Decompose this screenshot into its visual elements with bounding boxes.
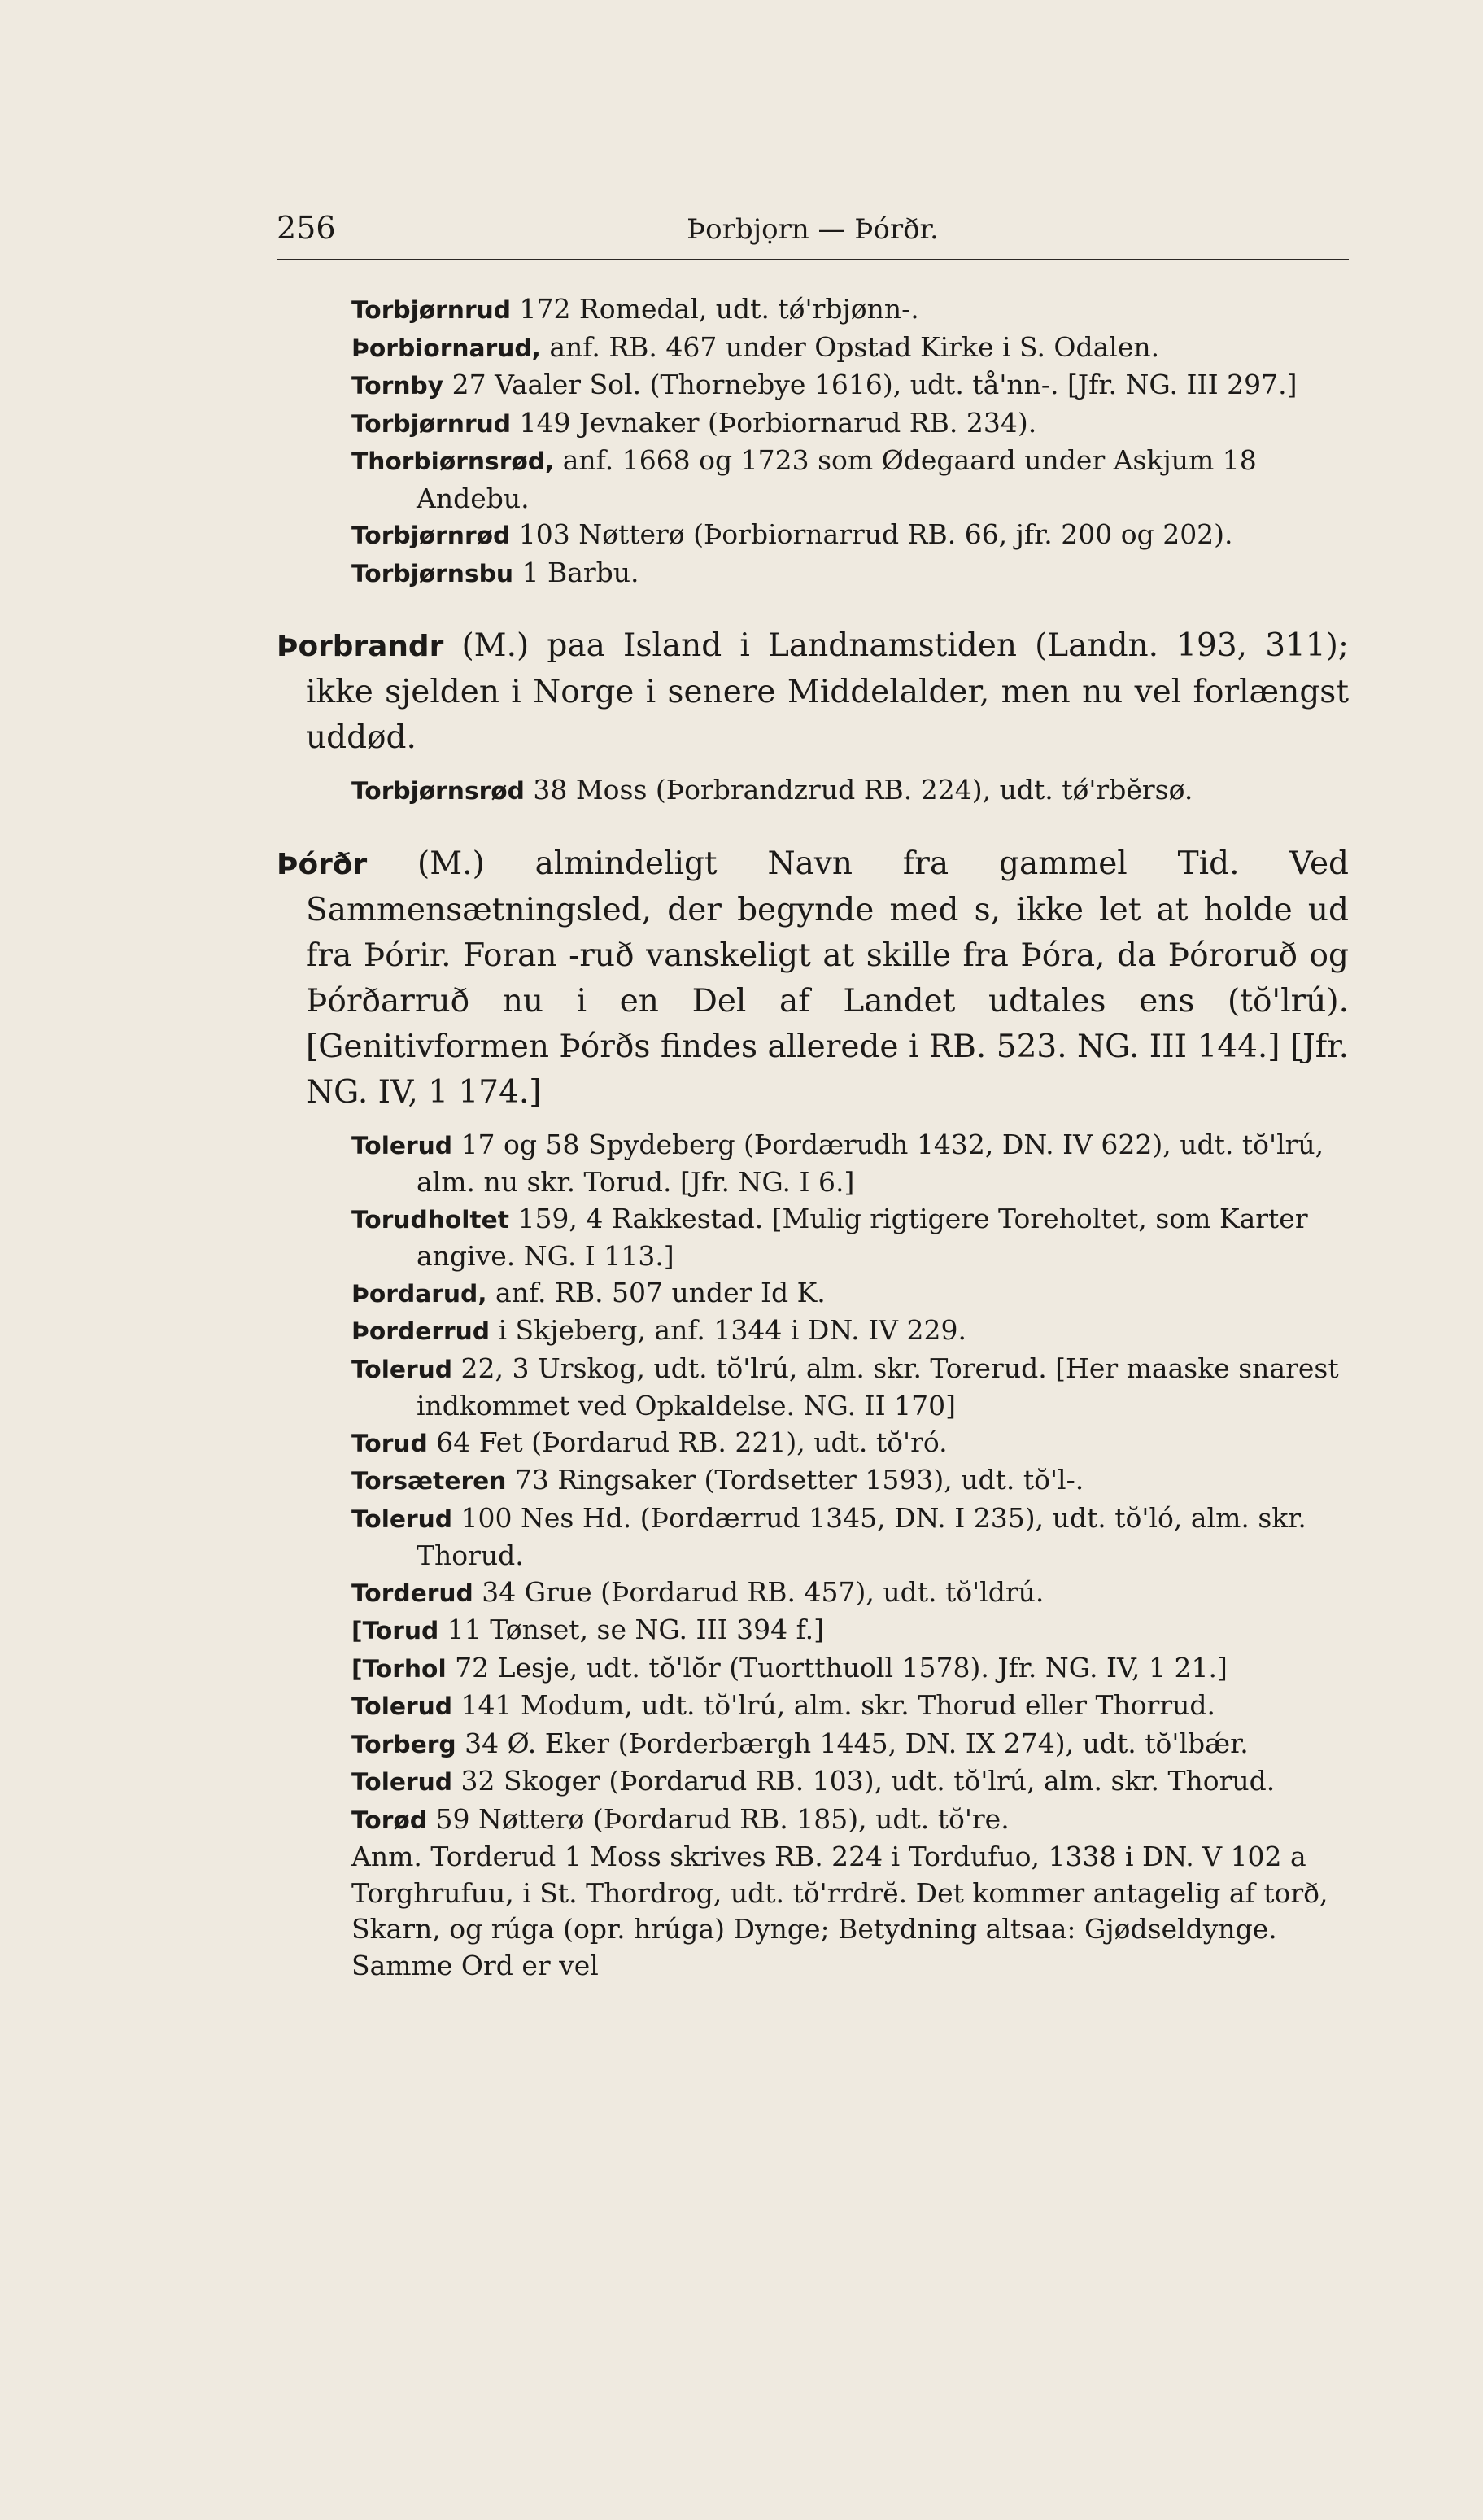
headword-text: (M.) paa Island i Landnamstiden (Landn. 193, 311); ikke sjelden i Norge i senere Middelalder, men nu vel forlængst uddød.: [306, 627, 1359, 756]
annotation-note: Anm. Torderud 1 Moss skrives RB. 224 i Tordufuo, 1338 i DN. V 102 a Torghrufuu, i St. Thordrog, udt. tŏ'rrdrĕ. Det kommer antagelig af torð, Skarn, og rúga (opr. hrúga) Dynge; Betydning altsaa: Gjødseldynge. Samme Ord er vel: [351, 1841, 1328, 1981]
entry-name: Torsæteren: [351, 1467, 507, 1496]
page-number: 256: [277, 210, 336, 246]
entry-name: Torbjørnrud: [351, 409, 511, 439]
entry-name: Tolerud: [351, 1768, 453, 1797]
page-header: [277, 210, 1349, 260]
entry-text: 141 Modum, udt. tŏ'lrú, alm. skr. Thorud eller Thorrud.: [452, 1689, 1216, 1721]
headword-thorbrandr: [277, 623, 1359, 761]
entry-name: [Torud: [351, 1617, 439, 1645]
entry: [351, 1462, 1349, 1500]
entry-text: 72 Lesje, udt. tŏ'lŏr (Tuortthuoll 1578). Jfr. NG. IV, 1 21.]: [446, 1651, 1228, 1684]
running-title: Þorbjọrn — Þórðr.: [687, 213, 939, 246]
entry-text: 159, 4 Rakkestad. [Mulig rigtigere Toreholtet, som Karter angive. NG. I 113.]: [417, 1202, 1317, 1272]
headword-thordr: [277, 841, 1359, 1116]
entry-name: Torberg: [351, 1730, 456, 1759]
entry: [351, 1688, 1349, 1726]
entry-text: anf. RB. 507 under Id K.: [486, 1276, 826, 1308]
entry-name: Tolerud: [351, 1692, 453, 1721]
entry-text: 27 Vaaler Sol. (Thornebye 1616), udt. tå'nn-. [Jfr. NG. III 297.]: [443, 369, 1298, 400]
entry: [351, 1351, 1349, 1425]
entry-text: 32 Skoger (Þordarud RB. 103), udt. tŏ'lrú, alm. skr. Thorud.: [452, 1765, 1276, 1797]
entry: [351, 1201, 1349, 1275]
entry: [351, 1612, 1349, 1650]
entry-text: 73 Ringsaker (Tordsetter 1593), udt. tŏ'l-.: [506, 1464, 1084, 1496]
entries-thordr: [277, 1127, 1349, 1985]
entry: [351, 1312, 1349, 1351]
entry-name: Tolerud: [351, 1131, 453, 1160]
headword-text: (M.) almindeligt Navn fra gammel Tid. Ved Sammensætningsled, der begynde med s, ikke let at holde ud fra Þórir. Foran -ruð vanskeligt at skille fra Þóra, da Þóroruð og Þórðarruð nu i en Del af Landet udtales ens (tŏ'lrú). [Genitivformen Þórðs findes allerede i RB. 523. NG. III 144.] [Jfr. NG. IV, 1 174.]: [306, 845, 1359, 1111]
entry-text: 34 Grue (Þordarud RB. 457), udt. tŏ'ldrú.: [473, 1575, 1045, 1608]
entry: [351, 1574, 1349, 1613]
entries-torbjorn: [277, 291, 1349, 592]
entry-text: 34 Ø. Eker (Þorderbærgh 1445, DN. IX 274), udt. tŏ'lbǽr.: [456, 1727, 1249, 1759]
entry-name: Tolerud: [351, 1355, 453, 1384]
entry: [351, 1650, 1349, 1688]
headword: Þorbrandr: [277, 630, 444, 663]
entry-name: Torød: [351, 1806, 427, 1835]
entry-text: i Skjeberg, anf. 1344 i DN. IV 229.: [490, 1314, 966, 1346]
entry: [351, 1763, 1349, 1802]
entry: [351, 1500, 1349, 1574]
entry-text: 149 Jevnaker (Þorbiornarud RB. 234).: [510, 406, 1037, 439]
entry-text: 103 Nøtterø (Þorbiornarrud RB. 66, jfr. 200 og 202).: [510, 518, 1233, 550]
entry-name: Þorbiornarud,: [351, 334, 541, 363]
entry: [351, 367, 1349, 405]
entry-name: Torbjørnsrød: [351, 777, 525, 806]
headword-entry: [277, 841, 1359, 1116]
entry-name: Torud: [351, 1429, 428, 1458]
headword-entry: [277, 623, 1359, 761]
entry-text: anf. RB. 467 under Opstad Kirke i S. Odalen.: [540, 330, 1160, 363]
headword: Þórðr: [277, 847, 368, 881]
entry-name: Tornby: [351, 372, 444, 400]
entry: [351, 1802, 1349, 1840]
entry-name: Þordarud,: [351, 1279, 487, 1308]
entry-name: Torbjørnsbu: [351, 559, 513, 588]
entry-name: Tolerud: [351, 1505, 453, 1534]
entry: [351, 291, 1349, 330]
entry: [351, 1425, 1349, 1463]
entry-name: Torbjørnrød: [351, 522, 511, 550]
entry: [351, 517, 1349, 555]
entry: [351, 555, 1349, 593]
entry: [351, 405, 1349, 443]
entry-text: anf. 1668 og 1723 som Ødegaard under Askjum 18 Andebu.: [417, 444, 1266, 514]
entries-thorbrandr: [277, 772, 1349, 810]
entry-text: 17 og 58 Spydeberg (Þordærudh 1432, DN. IV 622), udt. tŏ'lrú, alm. nu skr. Torud. [Jfr. NG. I 6.]: [417, 1128, 1333, 1198]
entry-text: 38 Moss (Þorbrandzrud RB. 224), udt. tǿ'rbĕrsø.: [524, 774, 1193, 806]
entry: [351, 772, 1349, 810]
entry-name: Thorbiørnsrød,: [351, 448, 555, 476]
entry-name: Torbjørnrud: [351, 296, 511, 325]
entry: [351, 1127, 1349, 1201]
entry-text: 1 Barbu.: [513, 556, 639, 588]
entry-name: Torderud: [351, 1579, 473, 1608]
entry: [351, 1726, 1349, 1764]
entry-text: 11 Tønset, se NG. III 394 f.]: [438, 1614, 825, 1645]
entry-name: Torudholtet: [351, 1205, 509, 1234]
entry: [351, 1275, 1349, 1313]
entry-text: 59 Nøtterø (Þordarud RB. 185), udt. tŏ're.: [427, 1802, 1010, 1835]
entry: [351, 443, 1349, 517]
body-text: [277, 291, 1359, 1984]
entry-text: 22, 3 Urskog, udt. tŏ'lrú, alm. skr. Torerud. [Her maaske snarest indkommet ved Opkaldelse. NG. II 170]: [417, 1352, 1348, 1422]
entry-text: 64 Fet (Þordarud RB. 221), udt. tŏ'ró.: [427, 1426, 948, 1458]
entry-text: 100 Nes Hd. (Þordærrud 1345, DN. I 235), udt. tŏ'ló, alm. skr. Thorud.: [417, 1501, 1315, 1571]
entry: [351, 330, 1349, 368]
entry-name: Þorderrud: [351, 1317, 490, 1346]
entry-text: 172 Romedal, udt. tǿ'rbjønn-.: [510, 293, 919, 325]
entry-name: [Torhol: [351, 1654, 447, 1684]
